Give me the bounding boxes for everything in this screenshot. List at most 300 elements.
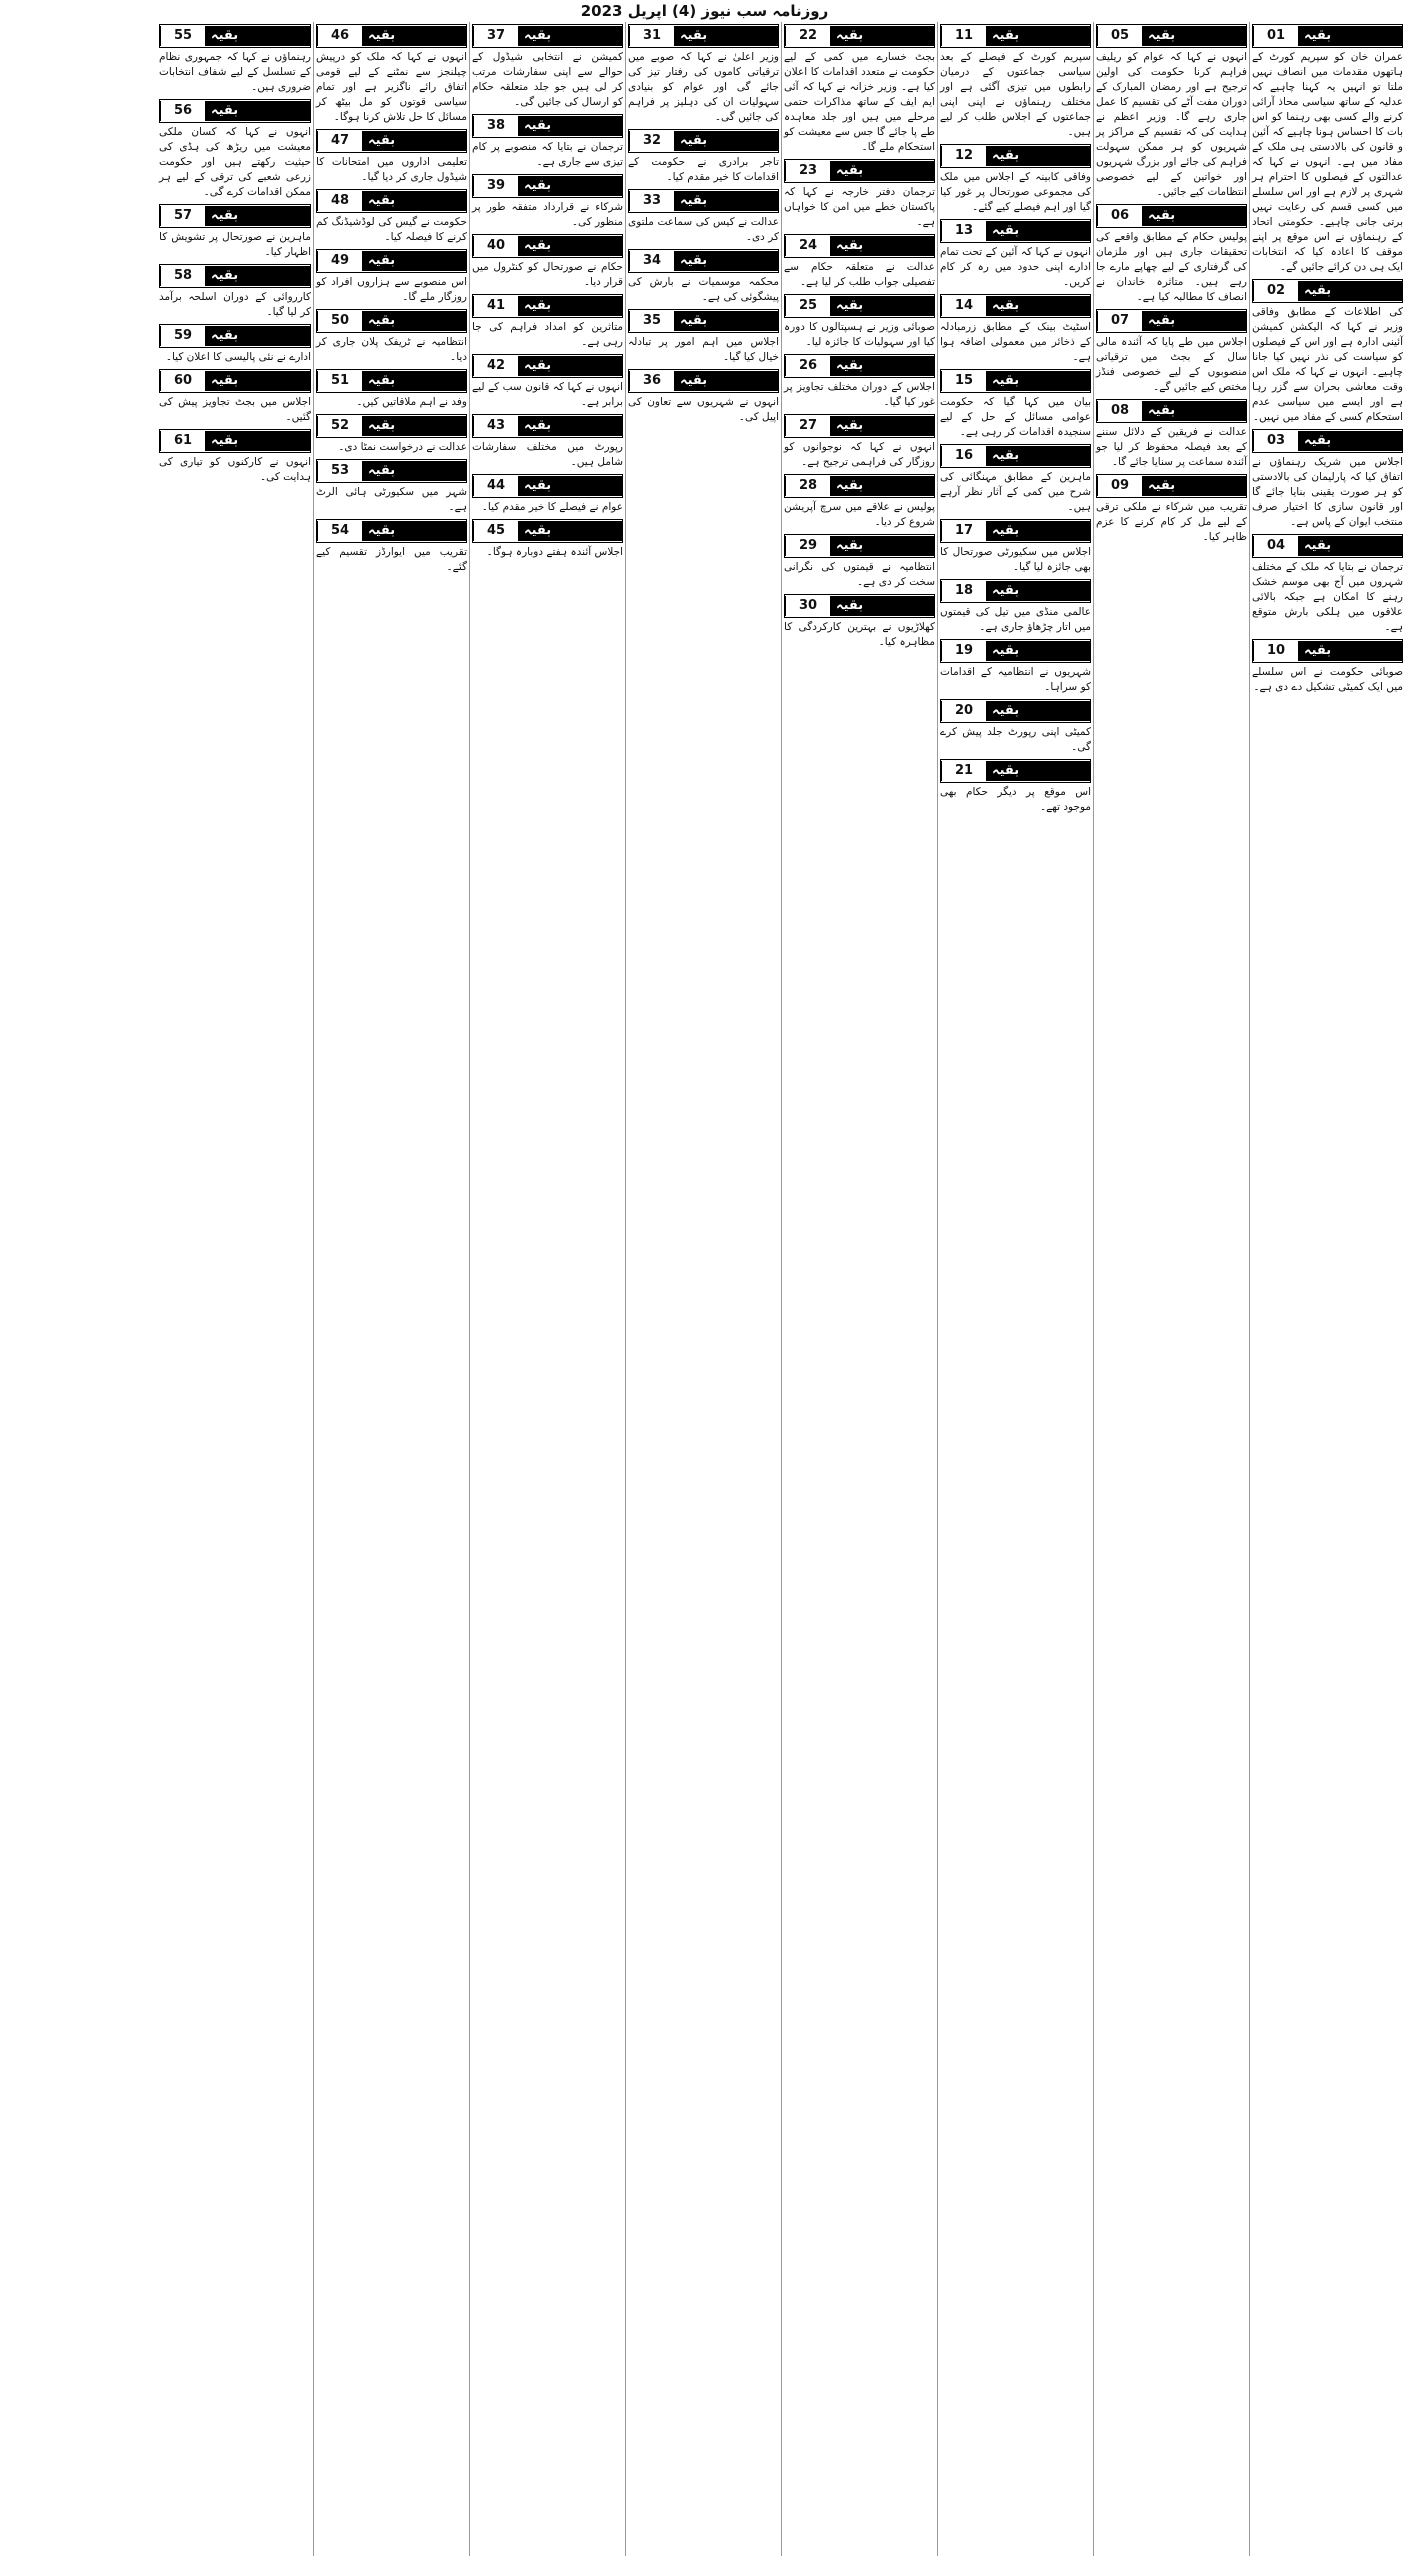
- continuation-label: بقیہ: [362, 26, 466, 46]
- article-text: رپورٹ میں مختلف سفارشات شامل ہیں۔: [472, 441, 623, 468]
- continuation-tag: [628, 369, 779, 393]
- article-text: کی اطلاعات کے مطابق وفاقی وزیر نے کہا کہ الیکشن کمیشن آئینی ادارہ ہے اور اس کے فیصلوں کو سیاست کی نذر نہیں کیا جانا چاہیے۔ انہوں نے کہا کہ ملک اس وقت معاشی بحران سے گزر رہا ہے اور ایسے میں سیاسی عدم استحکام کسی کے مفاد میں نہیں۔: [1252, 306, 1403, 423]
- continuation-number: 28: [785, 476, 830, 496]
- continuation-tag: [472, 519, 623, 543]
- continuation-block: [316, 414, 467, 455]
- continuation-label: بقیہ: [362, 311, 466, 331]
- continuation-number: 04: [1253, 536, 1298, 556]
- continuation-block: [159, 24, 311, 95]
- continuation-number: 25: [785, 296, 830, 316]
- continuation-tag: [1096, 309, 1247, 333]
- continuation-label: بقیہ: [518, 476, 622, 496]
- continuation-number: 36: [629, 371, 674, 391]
- article-text: اجلاس میں شریک رہنماؤں نے اتفاق کیا کہ پارلیمان کی بالادستی کو ہر صورت یقینی بنایا جائے گا اور قانون سازی کا اختیار صرف منتخب ایوان کے پاس ہے۔: [1252, 456, 1403, 528]
- continuation-block: [316, 459, 467, 515]
- continuation-label: بقیہ: [830, 596, 934, 616]
- continuation-tag: [1252, 639, 1403, 663]
- article-text: بجٹ خسارے میں کمی کے لیے حکومت نے متعدد اقدامات کا اعلان کیا ہے۔ وزیر خزانہ نے کہا کہ آئی ایم ایف کے ساتھ مذاکرات حتمی مرحلے میں ہیں اور جلد معاہدہ طے پا جائے گا جس سے معیشت کو استحکام ملے گا۔: [784, 51, 935, 153]
- continuation-number: 54: [317, 521, 362, 541]
- continuation-number: 51: [317, 371, 362, 391]
- continuation-block: [159, 324, 311, 365]
- article-text: شہر میں سکیورٹی ہائی الرٹ ہے۔: [316, 486, 467, 513]
- continuation-block: [940, 579, 1091, 635]
- continuation-block: [784, 414, 935, 470]
- continuation-number: 48: [317, 191, 362, 211]
- article-text: تاجر برادری نے حکومت کے اقدامات کا خیر مقدم کیا۔: [628, 156, 779, 183]
- continuation-tag: [940, 219, 1091, 243]
- column: [313, 22, 469, 2556]
- continuation-number: 40: [473, 236, 518, 256]
- continuation-tag: [159, 324, 311, 348]
- article-text: کمیشن نے انتخابی شیڈول کے حوالے سے اپنی سفارشات مرتب کر لی ہیں جو جلد متعلقہ حکام کو ارسال کی جائیں گی۔: [472, 51, 623, 108]
- continuation-number: 10: [1253, 641, 1298, 661]
- continuation-label: بقیہ: [986, 26, 1090, 46]
- article-text: ترجمان دفتر خارجہ نے کہا کہ پاکستان خطے میں امن کا خواہاں ہے۔: [784, 186, 935, 228]
- article-text: پولیس نے علاقے میں سرچ آپریشن شروع کر دیا۔: [784, 501, 935, 528]
- continuation-number: 11: [941, 26, 986, 46]
- continuation-block: [1252, 534, 1403, 635]
- continuation-tag: [784, 594, 935, 618]
- continuation-block: [784, 474, 935, 530]
- article-text: اس منصوبے سے ہزاروں افراد کو روزگار ملے گا۔: [316, 276, 467, 303]
- continuation-tag: [159, 264, 311, 288]
- article-text: اجلاس میں سکیورٹی صورتحال کا بھی جائزہ لیا گیا۔: [940, 546, 1091, 573]
- continuation-block: [784, 24, 935, 155]
- continuation-number: 43: [473, 416, 518, 436]
- continuation-label: بقیہ: [1298, 641, 1402, 661]
- continuation-tag: [940, 639, 1091, 663]
- continuation-label: بقیہ: [674, 371, 778, 391]
- continuation-label: بقیہ: [674, 26, 778, 46]
- continuation-label: بقیہ: [830, 536, 934, 556]
- article-text: ماہرین کے مطابق مہنگائی کی شرح میں کمی کے آثار نظر آرہے ہیں۔: [940, 471, 1091, 513]
- continuation-label: بقیہ: [986, 446, 1090, 466]
- continuation-block: [940, 219, 1091, 290]
- continuation-label: بقیہ: [205, 326, 310, 346]
- continuation-block: [940, 639, 1091, 695]
- continuation-block: [784, 594, 935, 650]
- continuation-label: بقیہ: [518, 116, 622, 136]
- continuation-number: 15: [941, 371, 986, 391]
- continuation-block: [316, 189, 467, 245]
- continuation-label: بقیہ: [986, 221, 1090, 241]
- continuation-tag: [940, 144, 1091, 168]
- continuation-label: بقیہ: [518, 26, 622, 46]
- continuation-label: بقیہ: [205, 101, 310, 121]
- article-text: کارروائی کے دوران اسلحہ برآمد کر لیا گیا۔: [159, 291, 311, 318]
- continuation-tag: [316, 24, 467, 48]
- article-text: اجلاس میں بجٹ تجاویز پیش کی گئیں۔: [159, 396, 311, 423]
- article-text: عدالت نے کیس کی سماعت ملتوی کر دی۔: [628, 216, 779, 243]
- column: [1093, 22, 1249, 2556]
- continuation-number: 03: [1253, 431, 1298, 451]
- continuation-label: بقیہ: [986, 521, 1090, 541]
- continuation-number: 17: [941, 521, 986, 541]
- continuation-tag: [159, 369, 311, 393]
- continuation-label: بقیہ: [362, 461, 466, 481]
- article-text: وفد نے اہم ملاقاتیں کیں۔: [356, 396, 467, 408]
- continuation-tag: [940, 699, 1091, 723]
- article-text: ترجمان نے بتایا کہ منصوبے پر کام تیزی سے جاری ہے۔: [472, 141, 623, 168]
- continuation-tag: [159, 204, 311, 228]
- continuation-number: 20: [941, 701, 986, 721]
- article-text: انہوں نے کارکنوں کو تیاری کی ہدایت کی۔: [159, 456, 311, 483]
- continuation-tag: [316, 249, 467, 273]
- continuation-label: بقیہ: [830, 161, 934, 181]
- continuation-block: [784, 294, 935, 350]
- newspaper-page: [4, 22, 1405, 2556]
- continuation-number: 31: [629, 26, 674, 46]
- continuation-block: [1096, 474, 1247, 545]
- continuation-block: [940, 699, 1091, 755]
- continuation-tag: [1096, 204, 1247, 228]
- continuation-block: [159, 204, 311, 260]
- continuation-label: بقیہ: [674, 191, 778, 211]
- continuation-tag: [784, 294, 935, 318]
- article-text: انہوں نے کہا کہ کسان ملکی معیشت میں ریڑھ کی ہڈی کی حیثیت رکھتے ہیں اور حکومت زرعی شعبے کی ترقی کے لیے ہر ممکن اقدامات کرے گی۔: [159, 126, 311, 198]
- article-text: کمیٹی اپنی رپورٹ جلد پیش کرے گی۔: [940, 726, 1091, 753]
- continuation-tag: [784, 24, 935, 48]
- article-text: تقریب میں ایوارڈز تقسیم کیے گئے۔: [316, 546, 467, 573]
- article-text: ترجمان نے بتایا کہ ملک کے مختلف شہروں میں آج بھی موسم خشک رہنے کا امکان ہے جبکہ بالائی علاقوں میں ہلکی بارش متوقع ہے۔: [1252, 561, 1403, 633]
- continuation-label: بقیہ: [674, 251, 778, 271]
- continuation-tag: [940, 24, 1091, 48]
- continuation-tag: [940, 519, 1091, 543]
- continuation-number: 09: [1097, 476, 1142, 496]
- continuation-number: 56: [160, 101, 205, 121]
- continuation-tag: [628, 189, 779, 213]
- article-text: متاثرین کو امداد فراہم کی جا رہی ہے۔: [472, 321, 623, 348]
- continuation-tag: [628, 129, 779, 153]
- continuation-block: [1096, 24, 1247, 200]
- continuation-tag: [159, 24, 311, 48]
- continuation-number: 21: [941, 761, 986, 781]
- continuation-tag: [940, 759, 1091, 783]
- column: [157, 22, 313, 2556]
- continuation-block: [628, 189, 779, 245]
- continuation-block: [940, 144, 1091, 215]
- continuation-label: بقیہ: [518, 236, 622, 256]
- continuation-label: بقیہ: [1298, 26, 1402, 46]
- continuation-label: بقیہ: [518, 416, 622, 436]
- continuation-label: بقیہ: [674, 131, 778, 151]
- continuation-block: [1096, 309, 1247, 395]
- continuation-label: بقیہ: [205, 266, 310, 286]
- continuation-tag: [940, 294, 1091, 318]
- continuation-number: 58: [160, 266, 205, 286]
- continuation-number: 61: [160, 431, 205, 451]
- article-text: انہوں نے کہا کہ آئین کے تحت تمام ادارے اپنی حدود میں رہ کر کام کریں۔: [940, 246, 1091, 288]
- continuation-label: بقیہ: [986, 761, 1090, 781]
- column: [625, 22, 781, 2556]
- continuation-label: بقیہ: [362, 371, 466, 391]
- continuation-number: 07: [1097, 311, 1142, 331]
- continuation-tag: [472, 354, 623, 378]
- continuation-number: 39: [473, 176, 518, 196]
- article-text: محکمہ موسمیات نے بارش کی پیشگوئی کی ہے۔: [628, 276, 779, 303]
- article-text: حکام نے صورتحال کو کنٹرول میں قرار دیا۔: [472, 261, 623, 288]
- continuation-block: [472, 174, 623, 230]
- continuation-number: 45: [473, 521, 518, 541]
- continuation-label: بقیہ: [1142, 476, 1246, 496]
- continuation-label: بقیہ: [1142, 311, 1246, 331]
- continuation-number: 38: [473, 116, 518, 136]
- continuation-block: [316, 519, 467, 575]
- continuation-number: 26: [785, 356, 830, 376]
- continuation-label: بقیہ: [362, 131, 466, 151]
- continuation-block: [784, 159, 935, 230]
- continuation-block: [940, 519, 1091, 575]
- continuation-block: [1252, 639, 1403, 695]
- article-text: انہوں نے کہا کہ قانون سب کے لیے برابر ہے۔: [472, 381, 623, 408]
- continuation-label: بقیہ: [1298, 536, 1402, 556]
- continuation-number: 02: [1253, 281, 1298, 301]
- article-text: انہوں نے کہا کہ ملک کو درپیش چیلنجز سے نمٹنے کے لیے قومی اتفاق رائے ناگزیر ہے اور تمام سیاسی قوتوں کو مل بیٹھ کر مسائل کا حل تلاش کرنا ہوگا۔: [316, 51, 467, 123]
- continuation-label: بقیہ: [1142, 206, 1246, 226]
- continuation-block: [784, 354, 935, 410]
- continuation-number: 13: [941, 221, 986, 241]
- continuation-block: [472, 294, 623, 350]
- continuation-block: [940, 24, 1091, 140]
- continuation-label: بقیہ: [986, 701, 1090, 721]
- continuation-block: [472, 474, 623, 515]
- continuation-number: 57: [160, 206, 205, 226]
- continuation-block: [159, 369, 311, 425]
- continuation-block: [1252, 24, 1403, 275]
- continuation-block: [316, 309, 467, 365]
- article-text: صوبائی حکومت نے اس سلسلے میں ایک کمیٹی تشکیل دے دی ہے۔: [1252, 666, 1403, 693]
- continuation-tag: [784, 414, 935, 438]
- continuation-label: بقیہ: [830, 356, 934, 376]
- continuation-number: 18: [941, 581, 986, 601]
- continuation-tag: [316, 414, 467, 438]
- continuation-label: بقیہ: [362, 191, 466, 211]
- continuation-block: [784, 234, 935, 290]
- continuation-number: 12: [941, 146, 986, 166]
- continuation-tag: [628, 249, 779, 273]
- continuation-tag: [472, 234, 623, 258]
- continuation-block: [628, 369, 779, 425]
- article-text: شرکاء نے قرارداد متفقہ طور پر منظور کی۔: [472, 201, 623, 228]
- continuation-label: بقیہ: [830, 296, 934, 316]
- continuation-block: [1096, 204, 1247, 305]
- continuation-number: 06: [1097, 206, 1142, 226]
- continuation-number: 55: [160, 26, 205, 46]
- continuation-label: بقیہ: [205, 371, 310, 391]
- continuation-tag: [1252, 429, 1403, 453]
- continuation-label: بقیہ: [986, 146, 1090, 166]
- continuation-block: [940, 444, 1091, 515]
- continuation-tag: [472, 294, 623, 318]
- continuation-label: بقیہ: [986, 371, 1090, 391]
- continuation-label: بقیہ: [518, 176, 622, 196]
- continuation-tag: [1096, 474, 1247, 498]
- continuation-tag: [628, 24, 779, 48]
- article-text: حکومت نے گیس کی لوڈشیڈنگ کم کرنے کا فیصلہ کیا۔: [316, 216, 467, 243]
- continuation-number: 52: [317, 416, 362, 436]
- continuation-block: [159, 99, 311, 200]
- continuation-number: 59: [160, 326, 205, 346]
- article-text: عمران خان کو سپریم کورٹ کے ہاتھوں مقدمات میں انصاف نہیں ملتا تو انہیں یہ کہنا چاہیے کہ عدلیہ کے ساتھ سیاسی محاذ آرائی کرنے والے کسی بھی رہنما کو اس بات کا احساس ہونا چاہیے کہ آئین و قانون کی بالادستی ہی ملک کے مفاد میں ہے۔ انہوں نے کہا کہ عدالتوں کے فیصلوں کا احترام ہر شہری پر لازم ہے اور اس سلسلے میں کسی قسم کی رعایت نہیں برتی جانی چاہیے۔ حکومتی اتحاد کے رہنماؤں نے اس موقع پر اپنے موقف کا اعادہ کیا کہ انتخابات ایک ہی دن کرائے جائیں گے۔: [1252, 51, 1403, 273]
- continuation-label: بقیہ: [986, 641, 1090, 661]
- column: [781, 22, 937, 2556]
- article-text: انتظامیہ نے قیمتوں کی نگرانی سخت کر دی ہے۔: [784, 561, 935, 588]
- continuation-number: 27: [785, 416, 830, 436]
- continuation-tag: [784, 474, 935, 498]
- continuation-tag: [628, 309, 779, 333]
- continuation-label: بقیہ: [1142, 26, 1246, 46]
- continuation-number: 24: [785, 236, 830, 256]
- continuation-tag: [316, 309, 467, 333]
- continuation-tag: [940, 369, 1091, 393]
- continuation-label: بقیہ: [362, 416, 466, 436]
- continuation-tag: [316, 459, 467, 483]
- article-text: عالمی منڈی میں تیل کی قیمتوں میں اتار چڑھاؤ جاری ہے۔: [940, 606, 1091, 633]
- article-text: اسٹیٹ بینک کے مطابق زرمبادلہ کے ذخائر میں معمولی اضافہ ہوا ہے۔: [940, 321, 1091, 363]
- article-text: اجلاس میں اہم امور پر تبادلہ خیال کیا گیا۔: [628, 336, 779, 363]
- continuation-label: بقیہ: [205, 26, 310, 46]
- continuation-number: 60: [160, 371, 205, 391]
- continuation-tag: [472, 114, 623, 138]
- continuation-tag: [784, 534, 935, 558]
- continuation-label: بقیہ: [830, 476, 934, 496]
- continuation-block: [159, 264, 311, 320]
- continuation-tag: [940, 579, 1091, 603]
- article-text: بیان میں کہا گیا کہ حکومت عوامی مسائل کے حل کے لیے سنجیدہ اقدامات کر رہی ہے۔: [940, 396, 1091, 438]
- continuation-label: بقیہ: [830, 26, 934, 46]
- continuation-tag: [472, 174, 623, 198]
- continuation-number: 42: [473, 356, 518, 376]
- continuation-block: [1096, 399, 1247, 470]
- continuation-tag: [1096, 399, 1247, 423]
- continuation-label: بقیہ: [362, 521, 466, 541]
- continuation-tag: [1252, 279, 1403, 303]
- continuation-block: [940, 294, 1091, 365]
- continuation-number: 29: [785, 536, 830, 556]
- article-text: انتظامیہ نے ٹریفک پلان جاری کر دیا۔: [316, 336, 467, 363]
- continuation-tag: [472, 24, 623, 48]
- continuation-tag: [316, 189, 467, 213]
- continuation-label: بقیہ: [1142, 401, 1246, 421]
- continuation-number: 46: [317, 26, 362, 46]
- continuation-tag: [784, 234, 935, 258]
- continuation-block: [1252, 279, 1403, 425]
- article-text: کھلاڑیوں نے بہترین کارکردگی کا مظاہرہ کیا۔: [784, 621, 935, 648]
- continuation-tag: [316, 369, 467, 393]
- continuation-tag: [940, 444, 1091, 468]
- continuation-block: [628, 24, 779, 125]
- article-text: اجلاس آئندہ ہفتے دوبارہ ہوگا۔: [486, 546, 623, 558]
- article-text: اس موقع پر دیگر حکام بھی موجود تھے۔: [940, 786, 1091, 813]
- continuation-block: [472, 24, 623, 110]
- continuation-number: 30: [785, 596, 830, 616]
- article-text: انہوں نے شہریوں سے تعاون کی اپیل کی۔: [628, 396, 779, 423]
- continuation-block: [472, 114, 623, 170]
- article-text: رہنماؤں نے کہا کہ جمہوری نظام کے تسلسل کے لیے شفاف انتخابات ضروری ہیں۔: [159, 51, 311, 93]
- continuation-tag: [784, 354, 935, 378]
- continuation-tag: [1252, 24, 1403, 48]
- continuation-block: [472, 414, 623, 470]
- continuation-block: [1252, 429, 1403, 530]
- article-text: شہریوں نے انتظامیہ کے اقدامات کو سراہا۔: [940, 666, 1091, 693]
- article-text: سپریم کورٹ کے فیصلے کے بعد سیاسی جماعتوں کے درمیان رابطوں میں تیزی آگئی ہے اور مختلف رہنماؤں نے اپنی اپنی جماعتوں کے اجلاس طلب کر لیے ہیں۔: [940, 51, 1091, 138]
- continuation-number: 49: [317, 251, 362, 271]
- continuation-tag: [159, 99, 311, 123]
- continuation-block: [159, 429, 311, 485]
- continuation-label: بقیہ: [518, 296, 622, 316]
- article-text: اجلاس کے دوران مختلف تجاویز پر غور کیا گیا۔: [784, 381, 935, 408]
- continuation-block: [316, 249, 467, 305]
- article-text: اجلاس میں طے پایا کہ آئندہ مالی سال کے بجٹ میں ترقیاتی منصوبوں کے لیے خصوصی فنڈز مختص کیے جائیں گے۔: [1096, 336, 1247, 393]
- continuation-label: بقیہ: [986, 296, 1090, 316]
- article-text: تعلیمی اداروں میں امتحانات کا شیڈول جاری کر دیا گیا۔: [316, 156, 467, 183]
- continuation-block: [316, 24, 467, 125]
- continuation-number: 34: [629, 251, 674, 271]
- continuation-number: 44: [473, 476, 518, 496]
- article-text: وزیر اعلیٰ نے کہا کہ صوبے میں ترقیاتی کاموں کی رفتار تیز کی جائے گی اور عوام کو بنیادی سہولیات ان کی دہلیز پر فراہم کی جائیں گی۔: [628, 51, 779, 123]
- continuation-block: [784, 534, 935, 590]
- continuation-block: [472, 234, 623, 290]
- continuation-label: بقیہ: [205, 206, 310, 226]
- continuation-number: 35: [629, 311, 674, 331]
- continuation-label: بقیہ: [986, 581, 1090, 601]
- continuation-label: بقیہ: [205, 431, 310, 451]
- continuation-number: 22: [785, 26, 830, 46]
- continuation-tag: [316, 519, 467, 543]
- continuation-label: بقیہ: [674, 311, 778, 331]
- continuation-number: 16: [941, 446, 986, 466]
- article-text: عدالت نے فریقین کے دلائل سننے کے بعد فیصلہ محفوظ کر لیا جو آئندہ سماعت پر سنایا جائے گا۔: [1096, 426, 1247, 468]
- continuation-tag: [1252, 534, 1403, 558]
- article-text: پولیس حکام کے مطابق واقعے کی تحقیقات جاری ہیں اور ملزمان کی گرفتاری کے لیے چھاپے مارے جا رہے ہیں۔ متاثرہ خاندان نے انصاف کا مطالبہ کیا ہے۔: [1096, 231, 1247, 303]
- column: [937, 22, 1093, 2556]
- continuation-label: بقیہ: [518, 521, 622, 541]
- continuation-number: 50: [317, 311, 362, 331]
- continuation-number: 32: [629, 131, 674, 151]
- article-text: تقریب میں شرکاء نے ملکی ترقی کے لیے مل کر کام کرنے کا عزم ظاہر کیا۔: [1096, 501, 1247, 543]
- continuation-number: 23: [785, 161, 830, 181]
- continuation-label: بقیہ: [1298, 281, 1402, 301]
- continuation-number: 19: [941, 641, 986, 661]
- article-text: صوبائی وزیر نے ہسپتالوں کا دورہ کیا اور سہولیات کا جائزہ لیا۔: [784, 321, 935, 348]
- column: [469, 22, 625, 2556]
- continuation-tag: [472, 474, 623, 498]
- article-text: عدالت نے درخواست نمٹا دی۔: [338, 441, 467, 453]
- continuation-tag: [159, 429, 311, 453]
- article-text: ادارے نے نئی پالیسی کا اعلان کیا۔: [165, 351, 311, 363]
- continuation-label: بقیہ: [830, 236, 934, 256]
- continuation-tag: [472, 414, 623, 438]
- masthead: روزنامہ سب نیوز (4) اپریل 2023: [580, 2, 829, 20]
- continuation-block: [940, 759, 1091, 815]
- continuation-number: 47: [317, 131, 362, 151]
- continuation-block: [628, 309, 779, 365]
- continuation-label: بقیہ: [362, 251, 466, 271]
- column: [1249, 22, 1405, 2556]
- continuation-tag: [784, 159, 935, 183]
- continuation-number: 53: [317, 461, 362, 481]
- continuation-block: [472, 354, 623, 410]
- continuation-number: 14: [941, 296, 986, 316]
- continuation-label: بقیہ: [518, 356, 622, 376]
- continuation-block: [940, 369, 1091, 440]
- continuation-block: [316, 129, 467, 185]
- continuation-block: [628, 249, 779, 305]
- continuation-number: 33: [629, 191, 674, 211]
- article-text: عوام نے فیصلے کا خیر مقدم کیا۔: [481, 501, 623, 513]
- continuation-number: 01: [1253, 26, 1298, 46]
- article-text: وفاقی کابینہ کے اجلاس میں ملک کی مجموعی صورتحال پر غور کیا گیا اور اہم فیصلے کیے گئے۔: [940, 171, 1091, 213]
